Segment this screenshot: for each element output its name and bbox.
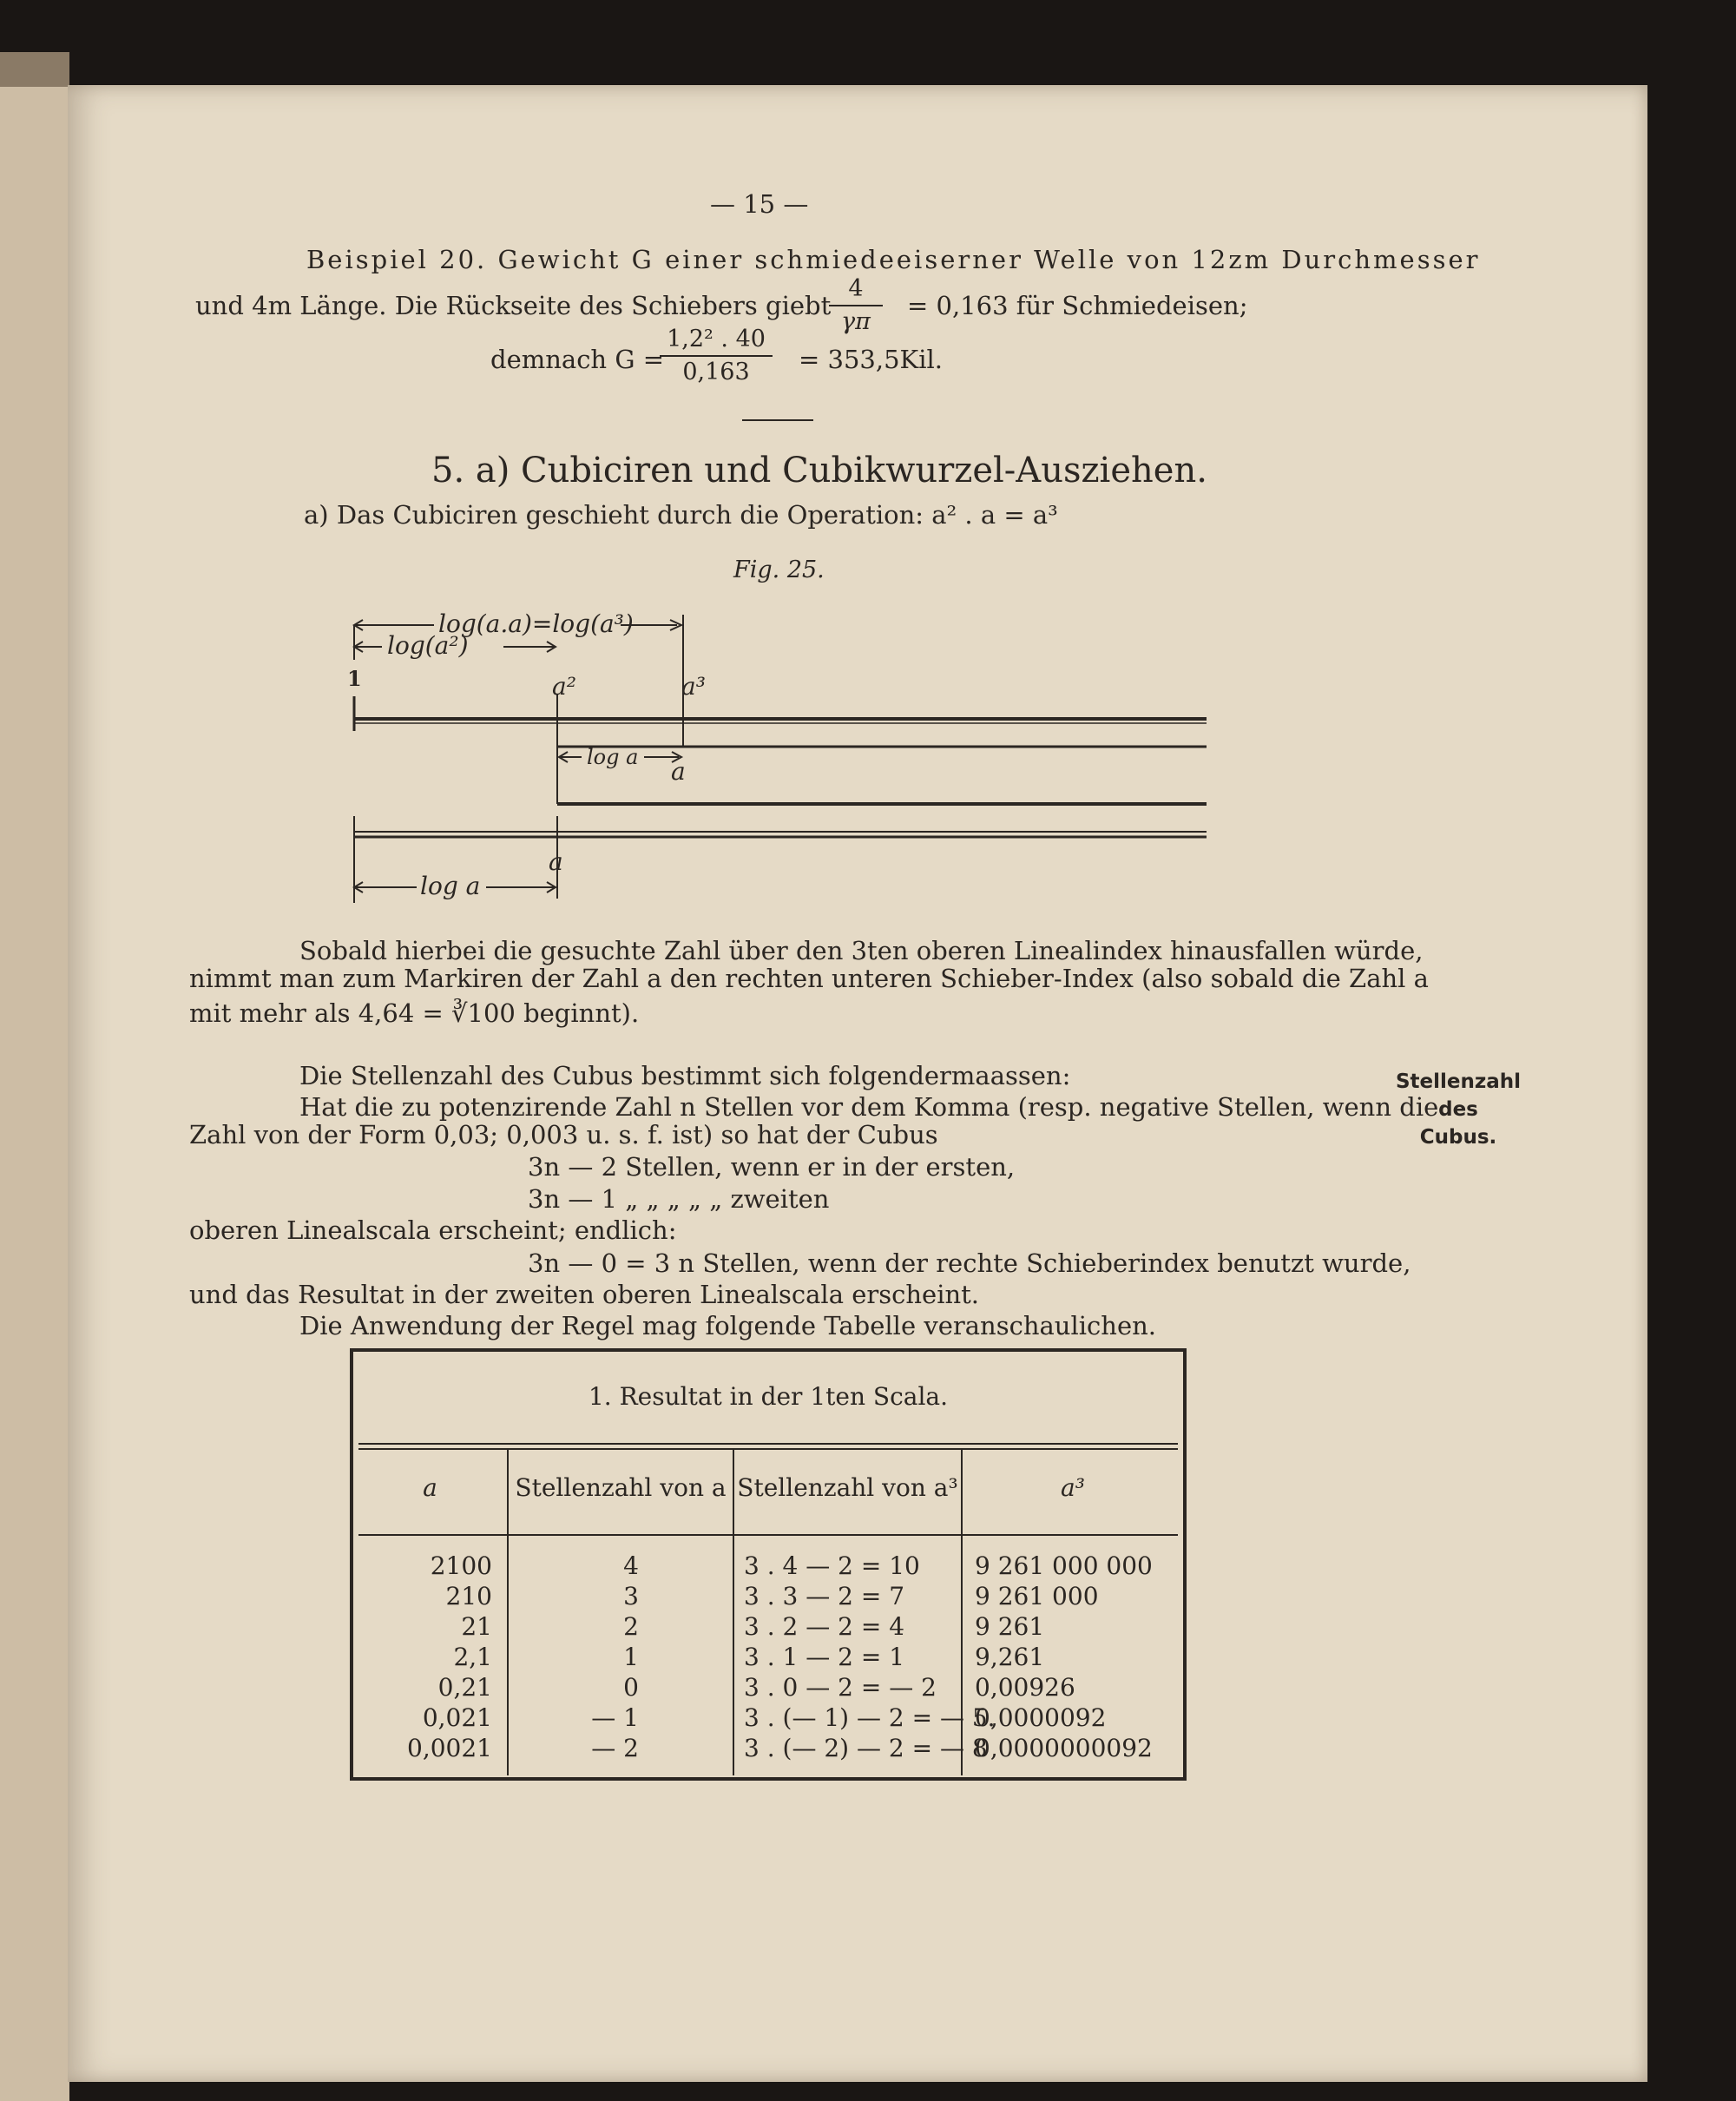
table-cell-r1-c3: 9 261 000 xyxy=(975,1582,1099,1610)
fraction-bar xyxy=(660,355,773,357)
table-title-rule xyxy=(358,1443,1178,1445)
table-header-a3: a³ xyxy=(1061,1473,1085,1502)
para1-line-2: nimmt man zum Markiren der Zahl a den rechten unteren Schieber-Index (also sobald die Zahl a xyxy=(189,964,1429,993)
table-cell-r2-c3: 9 261 xyxy=(975,1612,1045,1641)
figure-caption: Fig. 25. xyxy=(733,557,825,583)
table-cell-r0-c1: 4 xyxy=(623,1551,639,1580)
example-line-2: und 4m Länge. Die Rückseite des Schiebers giebt xyxy=(195,291,832,320)
table-cell-r2-c0: 21 xyxy=(461,1612,492,1641)
table-cell-r3-c2: 3 . 1 — 2 = 1 xyxy=(744,1643,905,1671)
para2-line-4: 3n — 2 Stellen, wenn er in der ersten, xyxy=(528,1152,1016,1182)
example-line-2-result: = 0,163 für Schmiedeisen; xyxy=(907,291,1248,320)
fraction-weight xyxy=(660,326,773,385)
table-cell-r6-c2: 3 . (— 2) — 2 = — 8 xyxy=(744,1734,988,1762)
label-log-a-mid: log a xyxy=(587,745,639,769)
example-line-3-result: = 353,5Kil. xyxy=(799,345,943,374)
table-cell-r1-c1: 3 xyxy=(623,1582,639,1610)
para2-line-1: Die Stellenzahl des Cubus bestimmt sich folgendermaassen: xyxy=(299,1061,1071,1090)
table-cell-r5-c1: — 1 xyxy=(591,1703,639,1732)
fraction-denominator: γπ xyxy=(841,308,871,335)
table-cell-r0-c3: 9 261 000 000 xyxy=(975,1551,1153,1580)
subsection-line: a) Das Cubiciren geschieht durch die Operation: a² . a = a³ xyxy=(304,500,1058,530)
table-cell-r5-c3: 0,0000092 xyxy=(975,1703,1107,1732)
fraction-bar xyxy=(829,305,883,306)
fraction-4-over-gamma-pi xyxy=(829,276,883,335)
fraction-numerator: 1,2² . 40 xyxy=(667,326,766,352)
table-title: 1. Resultat in der 1ten Scala. xyxy=(588,1382,949,1411)
table-cell-r0-c0: 2100 xyxy=(430,1551,492,1580)
figure-25-diagram xyxy=(330,599,1233,920)
stellenzahl-table xyxy=(350,1348,1187,1781)
table-cell-r2-c1: 2 xyxy=(623,1612,639,1641)
para2-line-8: und das Resultat in der zweiten oberen Linealscala erscheint. xyxy=(189,1280,980,1309)
table-cell-r6-c0: 0,0021 xyxy=(407,1734,492,1762)
table-cell-r4-c0: 0,21 xyxy=(437,1673,492,1702)
label-log-aa: log(a.a)=log(a³) xyxy=(438,609,634,638)
table-cell-r5-c0: 0,021 xyxy=(422,1703,492,1732)
margin-note xyxy=(1376,1068,1541,1151)
para2-line-5: 3n — 1 „ „ „ „ „ zweiten xyxy=(528,1184,830,1214)
table-cell-r1-c2: 3 . 3 — 2 = 7 xyxy=(744,1582,905,1610)
table-title-rule-2 xyxy=(358,1448,1178,1450)
label-log-a2: log(a²) xyxy=(387,631,469,660)
fraction-denominator: 0,163 xyxy=(682,359,750,385)
label-1: 1 xyxy=(347,666,362,691)
label-a-mid: a xyxy=(671,757,686,786)
table-cell-r1-c0: 210 xyxy=(445,1582,492,1610)
table-cell-r3-c3: 9,261 xyxy=(975,1643,1045,1671)
facing-page-shadow xyxy=(0,52,69,87)
margin-note-line-1: Stellenzahl des xyxy=(1395,1070,1522,1121)
table-cell-r4-c2: 3 . 0 — 2 = — 2 xyxy=(744,1673,937,1702)
example-line-1: Beispiel 20. Gewicht G einer schmiedeeiserner Welle von 12zm Durchmesser xyxy=(306,245,1481,274)
table-header-rule xyxy=(358,1534,1178,1536)
table-cell-r0-c2: 3 . 4 — 2 = 10 xyxy=(744,1551,920,1580)
table-cell-r6-c3: 0,0000000092 xyxy=(975,1734,1153,1762)
para2-line-7: 3n — 0 = 3 n Stellen, wenn der rechte Schieberindex benutzt wurde, xyxy=(528,1248,1411,1278)
table-cell-r4-c1: 0 xyxy=(623,1673,639,1702)
section-divider xyxy=(742,419,813,421)
table-cell-r4-c3: 0,00926 xyxy=(975,1673,1075,1702)
table-cell-r2-c2: 3 . 2 — 2 = 4 xyxy=(744,1612,905,1641)
table-col-sep-3b xyxy=(733,1551,734,1775)
para2-line-2: Hat die zu potenzirende Zahl n Stellen vor dem Komma (resp. negative Stellen, wenn die xyxy=(299,1092,1439,1122)
para2-line-6: oberen Linealscala erscheint; endlich: xyxy=(189,1215,677,1245)
label-a3: a³ xyxy=(681,672,706,701)
para1-line-1: Sobald hierbei die gesuchte Zahl über den 3ten oberen Linealindex hinausfallen würde, xyxy=(299,936,1424,965)
table-cell-r3-c0: 2,1 xyxy=(453,1643,492,1671)
table-header-stellen-a3: Stellenzahl von a³ xyxy=(737,1473,958,1502)
para1-line-3: mit mehr als 4,64 = ∛100 beginnt). xyxy=(189,998,640,1028)
margin-note-line-2: Cubus. xyxy=(1419,1126,1497,1149)
table-cell-r5-c2: 3 . (— 1) — 2 = — 5. xyxy=(744,1703,996,1732)
table-cell-r6-c1: — 2 xyxy=(591,1734,639,1762)
label-log-a-low: log a xyxy=(420,872,481,900)
label-a-low: a xyxy=(549,847,563,876)
section-heading: 5. a) Cubiciren und Cubikwurzel-Ausziehen. xyxy=(431,451,1207,491)
para2-line-9: Die Anwendung der Regel mag folgende Tabelle veranschaulichen. xyxy=(299,1311,1157,1340)
table-header-a: a xyxy=(423,1473,437,1502)
table-cell-r3-c1: 1 xyxy=(623,1643,639,1671)
page-number: — 15 — xyxy=(710,189,809,219)
facing-page-edge xyxy=(0,52,69,2101)
table-header-stellen-a: Stellenzahl von a xyxy=(515,1473,727,1502)
para2-line-3: Zahl von der Form 0,03; 0,003 u. s. f. ist) so hat der Cubus xyxy=(189,1120,938,1149)
fraction-numerator: 4 xyxy=(848,275,864,302)
example-line-3: demnach G = xyxy=(490,345,665,374)
label-a2: a² xyxy=(552,672,576,701)
